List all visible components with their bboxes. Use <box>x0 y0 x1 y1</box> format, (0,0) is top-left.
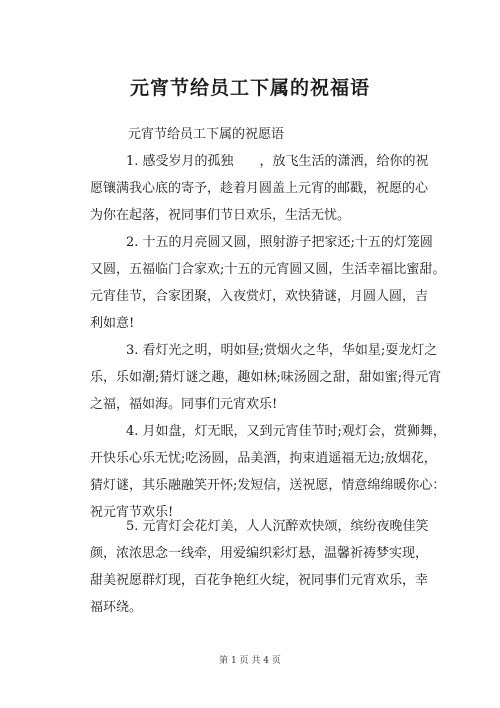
paragraph-line: 1. 感受岁月的孤独 ，放飞生活的潇洒，给你的祝 <box>126 154 429 169</box>
paragraph-line: 3. 看灯光之明，明如昼;赏烟火之华，华如星;耍龙灯之 <box>126 343 438 358</box>
paragraph-line: 利如意! <box>90 316 135 331</box>
paragraph-2 <box>90 229 446 337</box>
paragraph-line: 元宵佳节，合家团聚，入夜赏灯，欢快猜谜，月圆人圆，吉 <box>90 289 429 304</box>
document-subtitle: 元宵节给员工下属的祝愿语 <box>128 127 285 142</box>
paragraph-5 <box>90 513 430 621</box>
paragraph-line: 祝元宵节欢乐! <box>90 505 174 520</box>
paragraph-line: 之福，福如海。同事们元宵欢乐! <box>90 397 278 412</box>
paragraph-line: 为你在起落，祝同事们节日欢乐，生活无忧。 <box>90 208 351 223</box>
paragraph-line: 乐，乐如潮;猜灯谜之趣，趣如林;味汤圆之甜，甜如蜜;得元宵 <box>90 370 442 385</box>
paragraph-1 <box>90 148 430 229</box>
paragraph-line: 福环绕。 <box>90 600 143 615</box>
paragraph-line: 愿镶满我心底的寄予，趁着月圆盖上元宵的邮戳，祝愿的心 <box>90 181 429 196</box>
paragraph-line: 5. 元宵灯会花灯美，人人沉醉欢快颂，缤纷夜晚佳笑 <box>126 519 429 534</box>
paragraph-line: 开快乐心乐无忧;吃汤圆，品美酒，拘束逍遥福无边;放烟花， <box>90 451 437 466</box>
paragraph-line: 甜美祝愿群灯现，百花争艳红火绽，祝同事们元宵欢乐，幸 <box>90 573 429 588</box>
paragraph-line: 4. 月如盘，灯无眠，又到元宵佳节时;观灯会，赏狮舞， <box>126 424 446 439</box>
paragraph-line: 颜，浓浓思念一线牵，用爱编织彩灯悬，温馨祈祷梦实现， <box>90 546 429 561</box>
paragraph-3 <box>90 337 442 418</box>
paragraph-line: 2. 十五的月亮圆又圆，照射游子把家还;十五的灯笼圆 <box>126 235 433 250</box>
paragraph-line: 猜灯谜，其乐融融笑开怀;发短信，送祝愿，情意绵绵暖你心： <box>90 478 446 493</box>
paragraph-line: 又圆，五福临门合家欢;十五的元宵圆又圆，生活幸福比蜜甜。 <box>90 262 446 277</box>
paragraph-4 <box>90 418 446 526</box>
document-title: 元宵节给员工下属的祝福语 <box>129 77 370 99</box>
page-footer: 第 1 页 共 4 页 <box>219 656 281 666</box>
